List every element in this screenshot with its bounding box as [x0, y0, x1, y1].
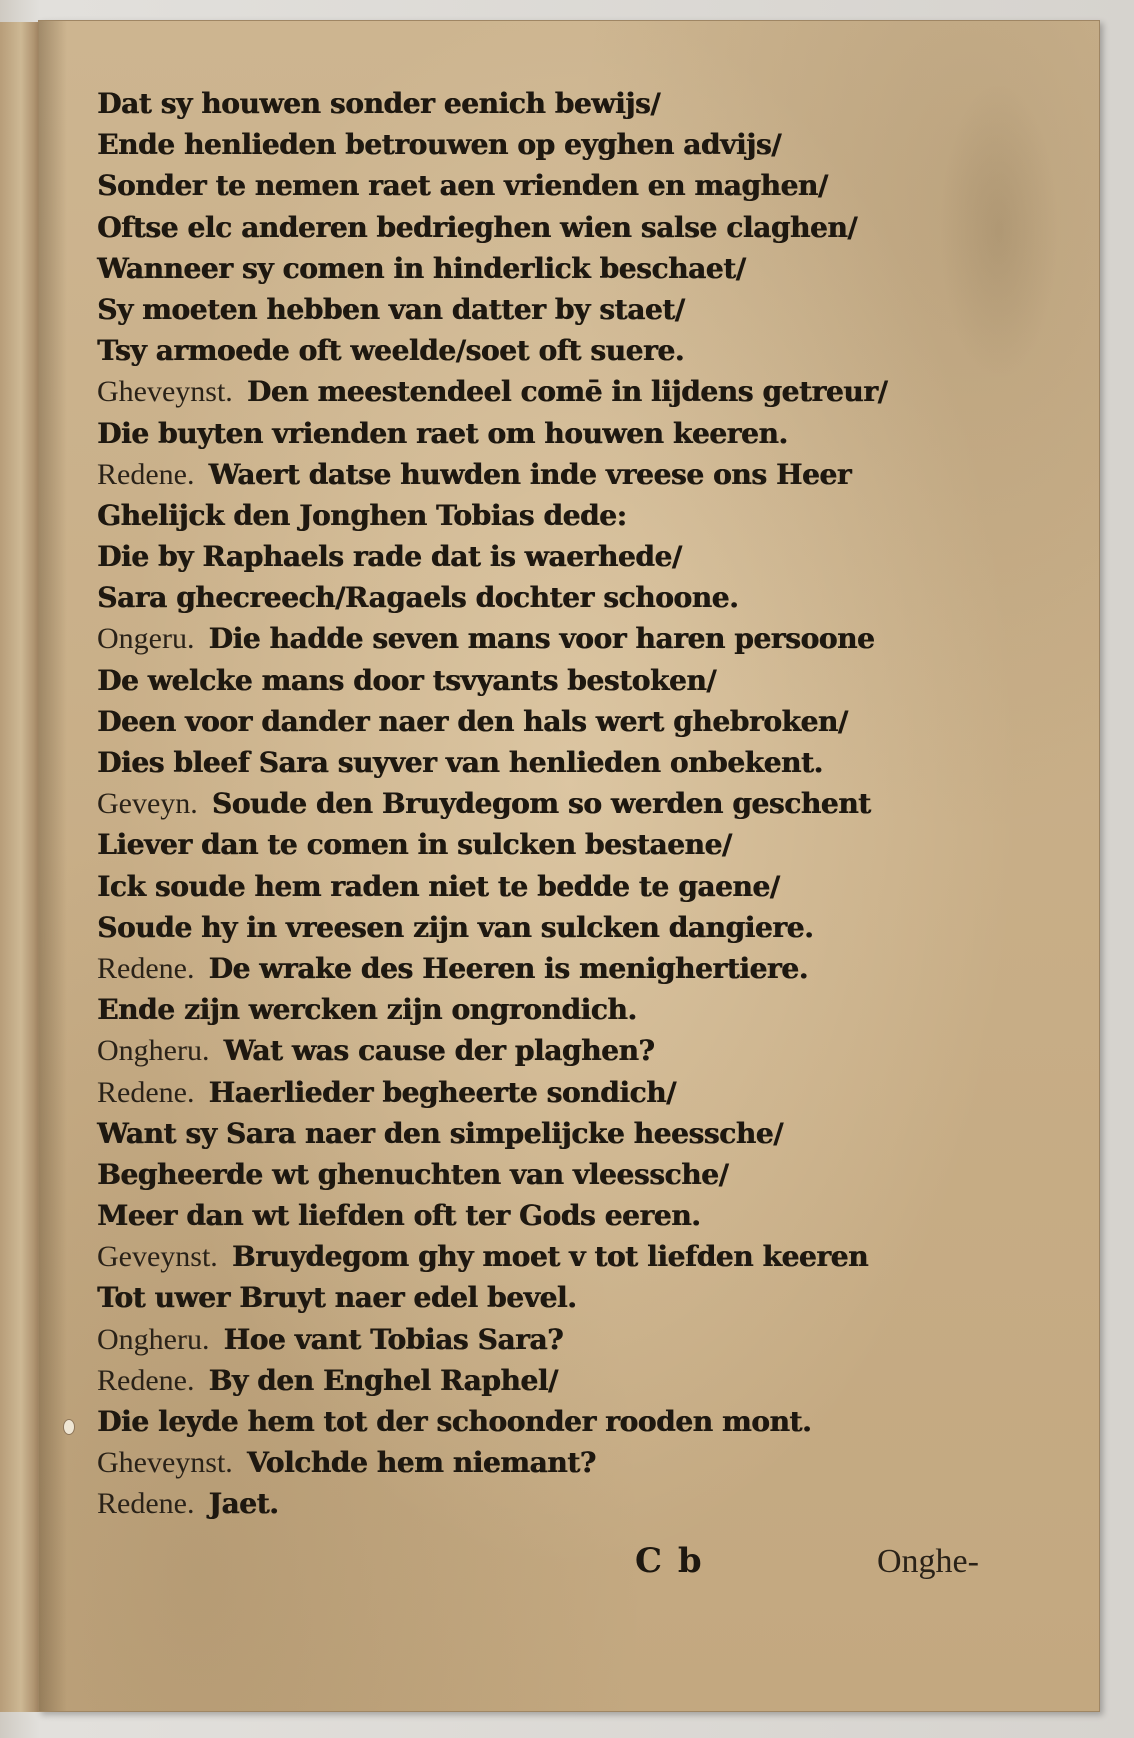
verse-text: Tot uwer Bruyt naer edel bevel. — [97, 1281, 577, 1315]
speaker-label: Redene. — [97, 1487, 195, 1521]
verse-line — [97, 495, 1057, 536]
verse-text: Die leyde hem tot der schoonder rooden mont. — [97, 1405, 812, 1438]
previous-page-edge — [0, 22, 40, 1712]
verse-line — [97, 1442, 1057, 1483]
verse-line — [97, 454, 1057, 495]
book-page — [38, 20, 1100, 1712]
verse-line — [97, 1030, 1057, 1071]
verse-text: Jaet. — [208, 1487, 279, 1521]
speaker-label: Geveyn. — [97, 787, 198, 821]
verse-line — [97, 1072, 1057, 1113]
verse-line — [97, 165, 1057, 206]
verse-line — [97, 907, 1057, 948]
verse-line — [97, 371, 1057, 412]
verse-line — [97, 783, 1057, 824]
verse-line — [97, 824, 1057, 865]
page-gutter-shadow — [39, 21, 67, 1711]
speaker-label: Ongeru. — [97, 622, 195, 656]
verse-text: Die by Raphaels rade dat is waerhede/ — [97, 540, 682, 574]
verse-text: Volchde hem niemant? — [246, 1446, 596, 1480]
verse-line — [97, 1113, 1057, 1154]
verse-text: Wat was cause der plaghen? — [223, 1034, 655, 1068]
speaker-label: Redene. — [97, 1363, 195, 1397]
verse-line — [97, 701, 1057, 742]
verse-line — [97, 618, 1057, 659]
verse-text: Dies bleef Sara suyver van henlieden onbekent. — [97, 746, 823, 779]
verse-line — [97, 1319, 1057, 1360]
verse-text: Ende henlieden betrouwen op eyghen advijs/ — [97, 128, 781, 162]
verse-text-block — [97, 83, 1057, 1525]
verse-text: Want sy Sara naer den simpelijcke heessche/ — [97, 1116, 783, 1150]
verse-text: Die buyten vrienden raet om houwen keeren. — [97, 416, 788, 450]
verse-text: Bruydegom ghy moet v tot liefden keeren — [231, 1240, 868, 1274]
speaker-label: Gheveynst. — [97, 375, 233, 409]
worm-hole — [63, 1419, 75, 1435]
verse-line — [97, 1195, 1057, 1236]
speaker-label: Redene. — [97, 1075, 195, 1109]
verse-line — [97, 1236, 1057, 1277]
verse-line — [97, 742, 1057, 783]
verse-text: Soude den Bruydegom so werden geschent — [211, 787, 871, 821]
verse-line — [97, 1277, 1057, 1318]
speaker-label: Ongheru. — [97, 1322, 210, 1356]
verse-text: Soude hy in vreesen zijn van sulcken dangiere. — [97, 910, 814, 944]
verse-line — [97, 330, 1057, 371]
catchword: Onghe- — [877, 1543, 979, 1580]
verse-text: Deen voor dander naer den hals wert ghebroken/ — [97, 704, 848, 738]
verse-text: Den meestendeel comē in lijdens getreur/ — [246, 375, 888, 409]
verse-line — [97, 413, 1057, 454]
speaker-label: Geveynst. — [97, 1240, 218, 1274]
verse-text: Ick soude hem raden niet te bedde te gaene/ — [97, 869, 780, 903]
verse-text: Ghelijck den Jonghen Tobias dede: — [97, 498, 627, 532]
verse-text: Haerlieder begheerte sondich/ — [208, 1075, 676, 1109]
verse-line — [97, 989, 1057, 1030]
verse-line — [97, 1360, 1057, 1401]
speaker-label: Redene. — [97, 951, 195, 985]
verse-line — [97, 1401, 1057, 1442]
verse-text: Begheerde wt ghenuchten van vleessche/ — [97, 1157, 729, 1191]
speaker-label: Redene. — [97, 457, 195, 491]
verse-text: Oftse elc anderen bedrieghen wien salse claghen/ — [97, 210, 858, 244]
verse-text: Sonder te nemen raet aen vrienden en maghen/ — [97, 169, 828, 203]
verse-text: Liever dan te comen in sulcken bestaene/ — [97, 828, 732, 862]
verse-text: De wrake des Heeren is menighertiere. — [208, 951, 808, 985]
verse-line — [97, 1483, 1057, 1524]
verse-text: Waert datse huwden inde vreese ons Heer — [208, 457, 852, 491]
verse-line — [97, 207, 1057, 248]
verse-text: By den Enghel Raphel/ — [208, 1363, 558, 1397]
verse-text: De welcke mans door tsvyants bestoken/ — [97, 663, 717, 697]
verse-text: Sy moeten hebben van datter by staet/ — [97, 292, 685, 326]
verse-line — [97, 1154, 1057, 1195]
speaker-label: Ongheru. — [97, 1034, 210, 1068]
verse-text: Hoe vant Tobias Sara? — [223, 1322, 564, 1356]
verse-text: Dat sy houwen sonder eenich bewijs/ — [97, 87, 661, 120]
verse-line — [97, 536, 1057, 577]
verse-line — [97, 577, 1057, 618]
verse-text: Ende zijn wercken zijn ongrondich. — [97, 993, 637, 1027]
verse-line — [97, 660, 1057, 701]
verse-line — [97, 83, 1057, 124]
verse-text: Meer dan wt liefden oft ter Gods eeren. — [97, 1199, 701, 1233]
verse-text: Wanneer sy comen in hinderlick beschaet/ — [97, 251, 746, 285]
verse-line — [97, 248, 1057, 289]
verse-line — [97, 948, 1057, 989]
verse-line — [97, 124, 1057, 165]
verse-text: Tsy armoede oft weelde/soet oft suere. — [97, 334, 684, 368]
verse-line — [97, 289, 1057, 330]
signature-mark: C b — [635, 1541, 704, 1581]
verse-line — [97, 866, 1057, 907]
verse-text: Sara ghecreech/Ragaels dochter schoone. — [97, 581, 739, 615]
verse-text: Die hadde seven mans voor haren persoone — [208, 622, 875, 656]
speaker-label: Gheveynst. — [97, 1446, 233, 1480]
